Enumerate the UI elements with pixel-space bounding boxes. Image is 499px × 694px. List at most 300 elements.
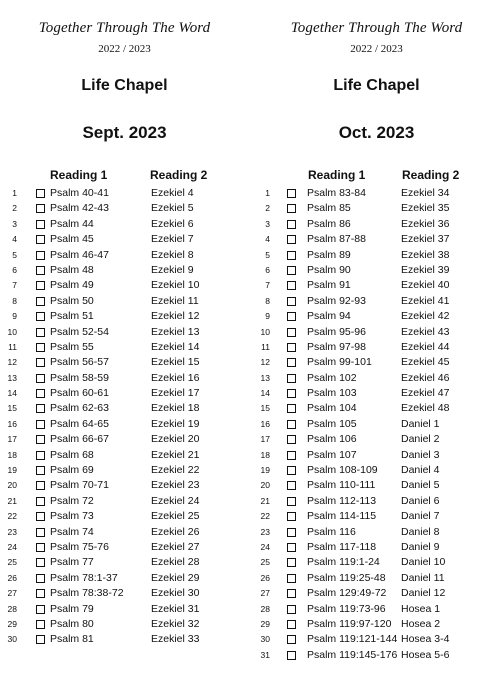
reading-row [252,463,499,478]
reading1-text: Psalm 40-41 [50,187,109,199]
day-checkbox[interactable] [36,420,45,429]
brand-title: Together Through The Word [290,20,463,36]
reading1-text: Psalm 48 [50,263,94,276]
reading-row [252,432,499,447]
reading2-text: Ezekiel 34 [401,187,450,199]
reading2-text: Ezekiel 29 [151,571,200,584]
day-number: 15 [260,403,270,414]
reading1-text: Psalm 94 [307,310,351,323]
reading1-text: Psalm 97-98 [307,340,366,353]
reading1-header: Reading 1 [308,168,366,182]
reading-row [252,186,499,201]
reading2-text: Ezekiel 7 [151,233,194,246]
day-number: 10 [7,326,17,337]
reading2-text: Ezekiel 32 [151,617,200,630]
day-number: 21 [7,495,17,506]
reading-row [252,586,499,601]
reading2-text: Ezekiel 35 [401,202,450,215]
day-number: 5 [12,249,17,260]
reading1-text: Psalm 52-54 [50,325,109,338]
reading-row [0,386,249,401]
reading1-text: Psalm 56-57 [50,356,109,369]
reading-row [0,201,249,216]
day-number: 2 [265,203,270,214]
day-number: 8 [12,295,17,306]
day-number: 28 [260,603,270,614]
reading1-text: Psalm 103 [307,387,357,400]
reading2-text: Ezekiel 45 [401,356,450,369]
reading2-text: Ezekiel 40 [401,279,450,292]
reading1-text: Psalm 68 [50,448,94,461]
day-number: 22 [7,511,17,522]
day-checkbox[interactable] [36,528,45,537]
reading1-text: Psalm 75-76 [50,540,109,553]
reading-row [252,325,499,340]
sheet-september [0,0,249,694]
day-checkbox[interactable] [287,220,296,229]
day-number: 26 [260,572,270,583]
day-number: 30 [7,634,17,645]
day-checkbox[interactable] [287,451,296,460]
day-number: 29 [260,618,270,629]
reading1-text: Psalm 74 [50,525,94,538]
day-number: 13 [260,372,270,383]
reading-row [252,571,499,586]
reading2-text: Ezekiel 17 [151,387,200,400]
reading-row [252,632,499,647]
day-number: 24 [260,541,270,552]
reading-row [0,186,249,201]
day-checkbox[interactable] [287,404,296,413]
day-checkbox[interactable] [36,466,45,475]
program-year: 2022 / 2023 [98,43,151,55]
day-checkbox[interactable] [36,343,45,352]
reading1-text: Psalm 110-111 [307,479,376,492]
day-checkbox[interactable] [36,404,45,413]
day-checkbox[interactable] [287,605,296,614]
reading1-text: Psalm 92-93 [307,294,366,307]
reading1-text: Psalm 107 [307,448,357,461]
day-checkbox[interactable] [287,328,296,337]
reading2-text: Daniel 8 [401,525,440,538]
reading-row [0,494,249,509]
day-number: 15 [7,403,17,414]
reading-row [0,248,249,263]
day-number: 24 [7,541,17,552]
reading-row [0,509,249,524]
reading2-text: Daniel 7 [401,510,440,523]
day-number: 25 [260,557,270,568]
reading-row [252,294,499,309]
day-number: 17 [260,434,270,445]
reading1-text: Psalm 99-101 [307,356,372,369]
day-number: 11 [8,341,17,352]
day-checkbox[interactable] [36,481,45,490]
reading1-header: Reading 1 [50,168,108,182]
reading1-text: Psalm 51 [50,310,94,323]
reading1-text: Psalm 73 [50,510,94,523]
day-checkbox[interactable] [36,297,45,306]
day-checkbox[interactable] [36,589,45,598]
reading-row [252,278,499,293]
day-number: 27 [260,588,270,599]
day-number: 23 [7,526,17,537]
day-checkbox[interactable] [36,635,45,644]
day-checkbox[interactable] [287,312,296,321]
day-number: 17 [7,434,17,445]
reading2-text: Ezekiel 20 [151,433,200,446]
day-number: 28 [7,603,17,614]
day-checkbox[interactable] [287,389,296,398]
reading-row [0,417,249,432]
day-checkbox[interactable] [287,543,296,552]
reading-row [252,263,499,278]
reading-row [252,340,499,355]
day-number: 16 [7,418,17,429]
reading2-text: Daniel 2 [401,433,440,446]
day-checkbox[interactable] [287,266,296,275]
program-year: 2022 / 2023 [350,43,403,55]
day-checkbox[interactable] [36,251,45,260]
reading2-text: Ezekiel 8 [151,248,194,261]
reading-row [0,540,249,555]
day-checkbox[interactable] [287,297,296,306]
day-number: 9 [12,311,17,322]
day-checkbox[interactable] [36,312,45,321]
reading2-text: Ezekiel 28 [151,556,200,569]
reading-row [252,448,499,463]
reading-row [252,617,499,632]
day-number: 22 [260,511,270,522]
reading1-text: Psalm 116 [307,525,356,538]
day-number: 12 [260,357,270,368]
day-number: 30 [260,634,270,645]
reading2-text: Ezekiel 43 [401,325,450,338]
day-number: 27 [7,588,17,599]
reading2-header: Reading 2 [402,168,460,182]
reading2-text: Ezekiel 13 [151,325,200,338]
reading-row [0,555,249,570]
reading-row [0,617,249,632]
day-number: 1 [265,188,270,198]
day-number: 18 [7,449,17,460]
day-checkbox[interactable] [287,620,296,629]
day-checkbox[interactable] [287,497,296,506]
day-number: 19 [7,465,17,476]
day-checkbox[interactable] [287,189,296,198]
brand-title: Together Through The Word [38,20,211,36]
reading1-text: Psalm 119:145-176 [307,648,398,661]
reading-row [0,294,249,309]
day-number: 2 [12,203,17,214]
day-checkbox[interactable] [287,435,296,444]
reading1-text: Psalm 108-109 [307,464,378,477]
day-checkbox[interactable] [36,543,45,552]
reading-row [252,386,499,401]
day-number: 6 [12,264,17,275]
day-checkbox[interactable] [36,204,45,213]
reading1-text: Psalm 50 [50,294,94,307]
day-number: 4 [265,234,270,245]
reading1-text: Psalm 119:1-24 [307,556,380,569]
church-name: Life Chapel [333,77,420,94]
day-checkbox[interactable] [287,481,296,490]
reading1-text: Psalm 119:25-48 [307,571,386,584]
reading2-text: Ezekiel 44 [401,340,450,353]
sheet-october [252,0,499,694]
reading1-text: Psalm 42-43 [50,202,109,215]
day-number: 20 [260,480,270,491]
reading1-text: Psalm 89 [307,248,351,261]
reading-row [252,309,499,324]
reading1-text: Psalm 55 [50,340,94,353]
reading-row [0,232,249,247]
reading1-text: Psalm 49 [50,279,94,292]
day-checkbox[interactable] [287,651,296,660]
reading2-text: Ezekiel 25 [151,510,200,523]
reading1-text: Psalm 44 [50,217,94,230]
reading1-text: Psalm 90 [307,263,351,276]
reading2-text: Ezekiel 31 [151,602,200,615]
reading2-text: Ezekiel 14 [151,340,200,353]
reading2-text: Ezekiel 9 [151,263,194,276]
reading-row [0,571,249,586]
reading2-text: Ezekiel 39 [401,263,450,276]
reading1-text: Psalm 87-88 [307,233,366,246]
day-checkbox[interactable] [287,589,296,598]
reading2-text: Ezekiel 37 [401,233,450,246]
day-checkbox[interactable] [36,389,45,398]
day-checkbox[interactable] [36,497,45,506]
day-checkbox[interactable] [287,358,296,367]
day-number: 23 [260,526,270,537]
day-number: 6 [265,264,270,275]
reading-row [252,478,499,493]
reading2-text: Ezekiel 36 [401,217,450,230]
day-checkbox[interactable] [36,605,45,614]
day-number: 4 [12,234,17,245]
reading-row [0,586,249,601]
reading2-text: Hosea 3-4 [401,633,450,646]
month-title: Oct. 2023 [338,123,415,142]
reading1-text: Psalm 72 [50,494,94,507]
day-checkbox[interactable] [36,512,45,521]
day-checkbox[interactable] [287,420,296,429]
reading1-text: Psalm 119:73-96 [307,602,386,615]
reading2-text: Hosea 1 [401,602,441,615]
day-number: 10 [260,326,270,337]
reading2-text: Ezekiel 42 [401,310,450,323]
reading-row [252,648,499,663]
reading1-text: Psalm 86 [307,217,351,230]
reading2-text: Daniel 6 [401,494,440,507]
church-name: Life Chapel [81,77,168,94]
reading2-text: Ezekiel 30 [151,587,200,600]
reading-row [0,632,249,647]
reading1-text: Psalm 79 [50,602,94,615]
reading-row [252,201,499,216]
reading2-text: Ezekiel 26 [151,525,200,538]
reading-row [0,263,249,278]
reading1-text: Psalm 104 [307,402,357,415]
day-checkbox[interactable] [287,466,296,475]
reading-row [252,355,499,370]
reading2-text: Ezekiel 21 [151,448,200,461]
reading-row [252,525,499,540]
reading1-text: Psalm 91 [307,279,351,292]
day-checkbox[interactable] [36,220,45,229]
day-number: 31 [260,649,270,660]
reading2-text: Ezekiel 16 [151,371,200,384]
reading2-text: Daniel 10 [401,556,446,569]
reading2-text: Daniel 11 [401,571,445,584]
day-checkbox[interactable] [287,343,296,352]
reading-row [0,401,249,416]
reading2-text: Ezekiel 6 [151,217,194,230]
reading-row [252,509,499,524]
reading2-text: Ezekiel 22 [151,464,200,477]
reading2-text: Ezekiel 41 [401,294,450,307]
day-number: 3 [265,218,270,229]
reading1-text: Psalm 78:38-72 [50,587,124,600]
month-title: Sept. 2023 [82,123,167,142]
reading2-text: Ezekiel 24 [151,494,200,507]
reading1-text: Psalm 85 [307,202,351,215]
reading-row [0,602,249,617]
day-checkbox[interactable] [36,235,45,244]
day-number: 7 [12,280,17,291]
reading-row [252,417,499,432]
reading1-text: Psalm 129:49-72 [307,587,387,600]
day-checkbox[interactable] [36,620,45,629]
day-number: 12 [7,357,17,368]
day-number: 9 [265,311,270,322]
reading-row [0,432,249,447]
reading1-text: Psalm 77 [50,556,94,569]
reading2-text: Hosea 2 [401,617,441,630]
day-checkbox[interactable] [36,358,45,367]
reading1-text: Psalm 60-61 [50,387,109,400]
day-checkbox[interactable] [287,281,296,290]
day-number: 16 [260,418,270,429]
day-number: 13 [7,372,17,383]
reading1-text: Psalm 80 [50,617,94,630]
reading-row [0,448,249,463]
reading2-text: Ezekiel 11 [151,294,199,307]
reading1-text: Psalm 45 [50,233,94,246]
reading1-text: Psalm 117-118 [307,540,377,553]
day-number: 11 [261,341,270,352]
day-checkbox[interactable] [36,435,45,444]
reading-row [252,555,499,570]
reading-row [0,278,249,293]
day-checkbox[interactable] [36,574,45,583]
reading1-text: Psalm 81 [50,633,94,646]
reading1-text: Psalm 114-115 [307,510,377,523]
reading1-text: Psalm 64-65 [50,417,109,430]
reading-row [0,340,249,355]
day-checkbox[interactable] [36,189,45,198]
day-number: 8 [265,295,270,306]
reading-row [252,540,499,555]
reading1-text: Psalm 95-96 [307,325,366,338]
reading2-text: Daniel 5 [401,479,440,492]
reading2-text: Ezekiel 48 [401,402,450,415]
day-number: 3 [12,218,17,229]
day-number: 20 [7,480,17,491]
day-checkbox[interactable] [36,451,45,460]
reading2-text: Ezekiel 33 [151,633,200,646]
reading1-text: Psalm 112-113 [307,494,377,507]
reading1-text: Psalm 119:121-144 [307,633,398,646]
reading-row [0,325,249,340]
reading1-text: Psalm 69 [50,464,94,477]
day-checkbox[interactable] [287,204,296,213]
day-number: 29 [7,618,17,629]
day-checkbox[interactable] [287,512,296,521]
reading2-header: Reading 2 [150,168,208,182]
reading2-text: Ezekiel 5 [151,202,194,215]
day-checkbox[interactable] [287,574,296,583]
reading1-text: Psalm 62-63 [50,402,109,415]
reading2-text: Daniel 12 [401,587,446,600]
day-number: 18 [260,449,270,460]
reading-row [252,248,499,263]
reading2-text: Ezekiel 4 [151,187,194,199]
day-number: 14 [260,388,270,399]
reading-row [0,355,249,370]
reading2-text: Ezekiel 23 [151,479,200,492]
day-number: 21 [260,495,270,506]
reading2-text: Ezekiel 46 [401,371,450,384]
reading-row [252,232,499,247]
reading1-text: Psalm 102 [307,371,357,384]
reading-row [252,494,499,509]
day-checkbox[interactable] [287,635,296,644]
day-number: 19 [260,465,270,476]
reading2-text: Ezekiel 15 [151,356,200,369]
day-checkbox[interactable] [287,251,296,260]
reading1-text: Psalm 58-59 [50,371,109,384]
reading2-text: Daniel 3 [401,448,440,461]
day-checkbox[interactable] [287,558,296,567]
day-checkbox[interactable] [36,281,45,290]
day-number: 1 [12,188,17,198]
reading2-text: Ezekiel 18 [151,402,200,415]
day-checkbox[interactable] [36,558,45,567]
reading1-text: Psalm 78:1-37 [50,571,118,584]
reading2-text: Ezekiel 47 [401,387,450,400]
day-checkbox[interactable] [36,266,45,275]
reading2-text: Daniel 1 [401,417,440,430]
reading-row [0,463,249,478]
reading1-text: Psalm 105 [307,417,357,430]
reading1-text: Psalm 70-71 [50,479,109,492]
reading-row [252,217,499,232]
day-checkbox[interactable] [36,374,45,383]
day-checkbox[interactable] [36,328,45,337]
reading2-text: Hosea 5-6 [401,648,450,661]
day-checkbox[interactable] [287,235,296,244]
day-checkbox[interactable] [287,374,296,383]
reading2-text: Daniel 4 [401,464,440,477]
reading2-text: Ezekiel 38 [401,248,450,261]
reading-row [0,371,249,386]
day-number: 5 [265,249,270,260]
reading-row [0,478,249,493]
reading-row [252,371,499,386]
day-checkbox[interactable] [287,528,296,537]
